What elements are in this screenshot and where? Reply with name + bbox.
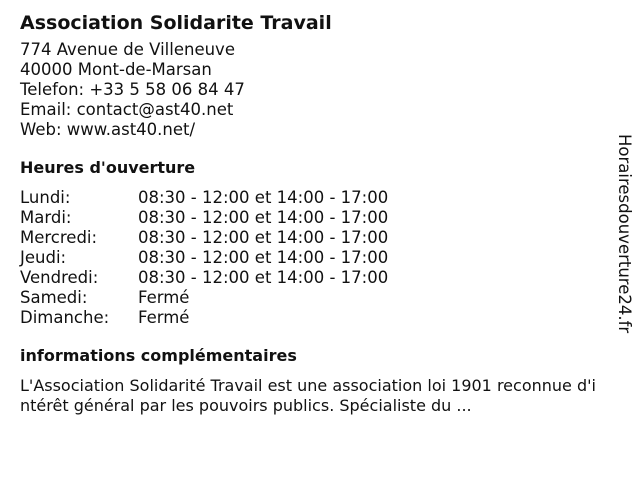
contact-block (20, 40, 600, 140)
hours-row (20, 268, 388, 288)
info-heading: informations complémentaires (20, 346, 297, 365)
day-hours: 08:30 - 12:00 et 14:00 - 17:00 (138, 208, 389, 227)
day-hours: Fermé (138, 288, 190, 307)
hours-row (20, 188, 388, 208)
day-hours: 08:30 - 12:00 et 14:00 - 17:00 (138, 228, 389, 247)
address-line-2: 40000 Mont-de-Marsan (20, 60, 212, 79)
hours-row (20, 308, 388, 328)
day-label: Dimanche: (20, 308, 110, 327)
info-description: L'Association Solidarité Travail est une association loi 1901 reconnue d'intérêt général par les pouvoirs publics. Spécialiste du ... (20, 376, 596, 415)
day-label: Lundi: (20, 188, 71, 207)
day-label: Mercredi: (20, 228, 98, 247)
hours-heading: Heures d'ouverture (20, 158, 196, 177)
phone-line: Telefon: +33 5 58 06 84 47 (20, 80, 245, 99)
web-line: Web: www.ast40.net/ (20, 120, 196, 139)
address-line-1: 774 Avenue de Villeneuve (20, 40, 235, 59)
hours-row (20, 228, 388, 248)
day-hours: 08:30 - 12:00 et 14:00 - 17:00 (138, 188, 389, 207)
business-card (20, 8, 600, 416)
watermark-label: Horairesdouverture24.fr (615, 134, 634, 334)
hours-row (20, 248, 388, 268)
day-label: Jeudi: (20, 248, 67, 267)
day-hours: Fermé (138, 308, 190, 327)
day-hours: 08:30 - 12:00 et 14:00 - 17:00 (138, 268, 389, 287)
day-hours: 08:30 - 12:00 et 14:00 - 17:00 (138, 248, 389, 267)
business-name: Association Solidarite Travail (20, 12, 332, 34)
hours-table (20, 188, 388, 328)
day-label: Samedi: (20, 288, 88, 307)
hours-row (20, 288, 388, 308)
day-label: Mardi: (20, 208, 72, 227)
email-line: Email: contact@ast40.net (20, 100, 234, 119)
day-label: Vendredi: (20, 268, 99, 287)
hours-row (20, 208, 388, 228)
